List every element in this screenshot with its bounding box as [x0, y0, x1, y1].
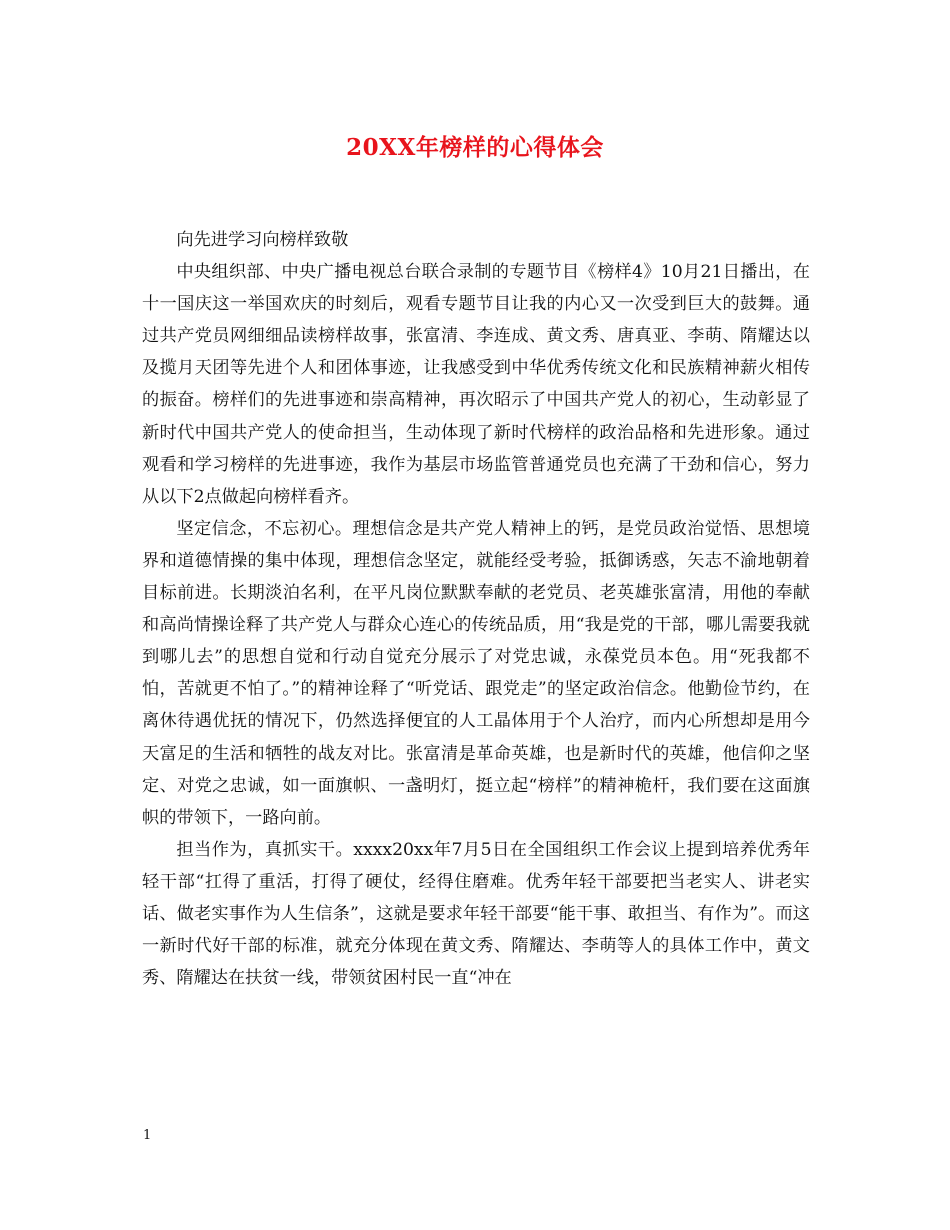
paragraph-subtitle: 向先进学习向榜样致敬 — [176, 230, 349, 250]
document-body — [142, 224, 810, 994]
paragraph-firm-belief: 坚定信念，不忘初心。理想信念是共产党人精神上的钙，是党员政治觉悟、思想境界和道德情操的集中体现，理想信念坚定，就能经受考验，抵御诱惑，矢志不渝地朝着目标前进。长期淡泊名利，在平凡岗位默默奉献的老党员、老英雄张富清，用他的奉献和高尚情操诠释了共产党人与群众心连心的传统品质，用“我是党的干部，哪儿需要我就到哪儿去”的思想自觉和行动自觉充分展示了对党忠诚，永葆党员本色。用“死我都不怕，苦就更不怕了。”的精神诠释了“听党话、跟党走”的坚定政治信念。他勤俭节约，在离休待遇优抚的情况下，仍然选择便宜的人工晶体用于个人治疗，而内心所想却是用今天富足的生活和牺牲的战友对比。张富清是革命英雄，也是新时代的英雄，他信仰之坚定、对党之忠诚，如一面旗帜、一盏明灯，挺立起“榜样”的精神桅杆，我们要在这面旗帜的带领下，一路向前。 — [142, 518, 810, 828]
paragraph-take-responsibility: 担当作为，真抓实干。xxxx20xx年7月5日在全国组织工作会议上提到培养优秀年轻干部“扛得了重活，打得了硬仗，经得住磨难。优秀年轻干部要把当老实人、讲老实话、做老实事作为人生信条”，这就是要求年轻干部要“能干事、敢担当、有作为”。而这一新时代好干部的标准，就充分体现在黄文秀、隋耀达、李萌等人的具体工作中，黄文秀、隋耀达在扶贫一线，带领贫困村民一直“冲在 — [142, 839, 810, 989]
paragraph-intro: 中央组织部、中央广播电视总台联合录制的专题节目《榜样4》10月21日播出，在十一国庆这一举国欢庆的时刻后，观看专题节目让我的内心又一次受到巨大的鼓舞。通过共产党员网细细品读榜样故事，张富清、李连成、黄文秀、唐真亚、李萌、隋耀达以及揽月天团等先进个人和团体事迹，让我感受到中华优秀传统文化和民族精神薪火相传的振奋。榜样们的先进事迹和崇高精神，再次昭示了中国共产党人的初心，生动彰显了新时代中国共产党人的使命担当，生动体现了新时代榜样的政治品格和先进形象。通过观看和学习榜样的先进事迹，我作为基层市场监管普通党员也充满了干劲和信心，努力从以下2点做起向榜样看齐。 — [142, 262, 810, 507]
page-number: 1 — [143, 1128, 152, 1143]
document-title: 20XX年榜样的心得体会 — [346, 134, 604, 161]
